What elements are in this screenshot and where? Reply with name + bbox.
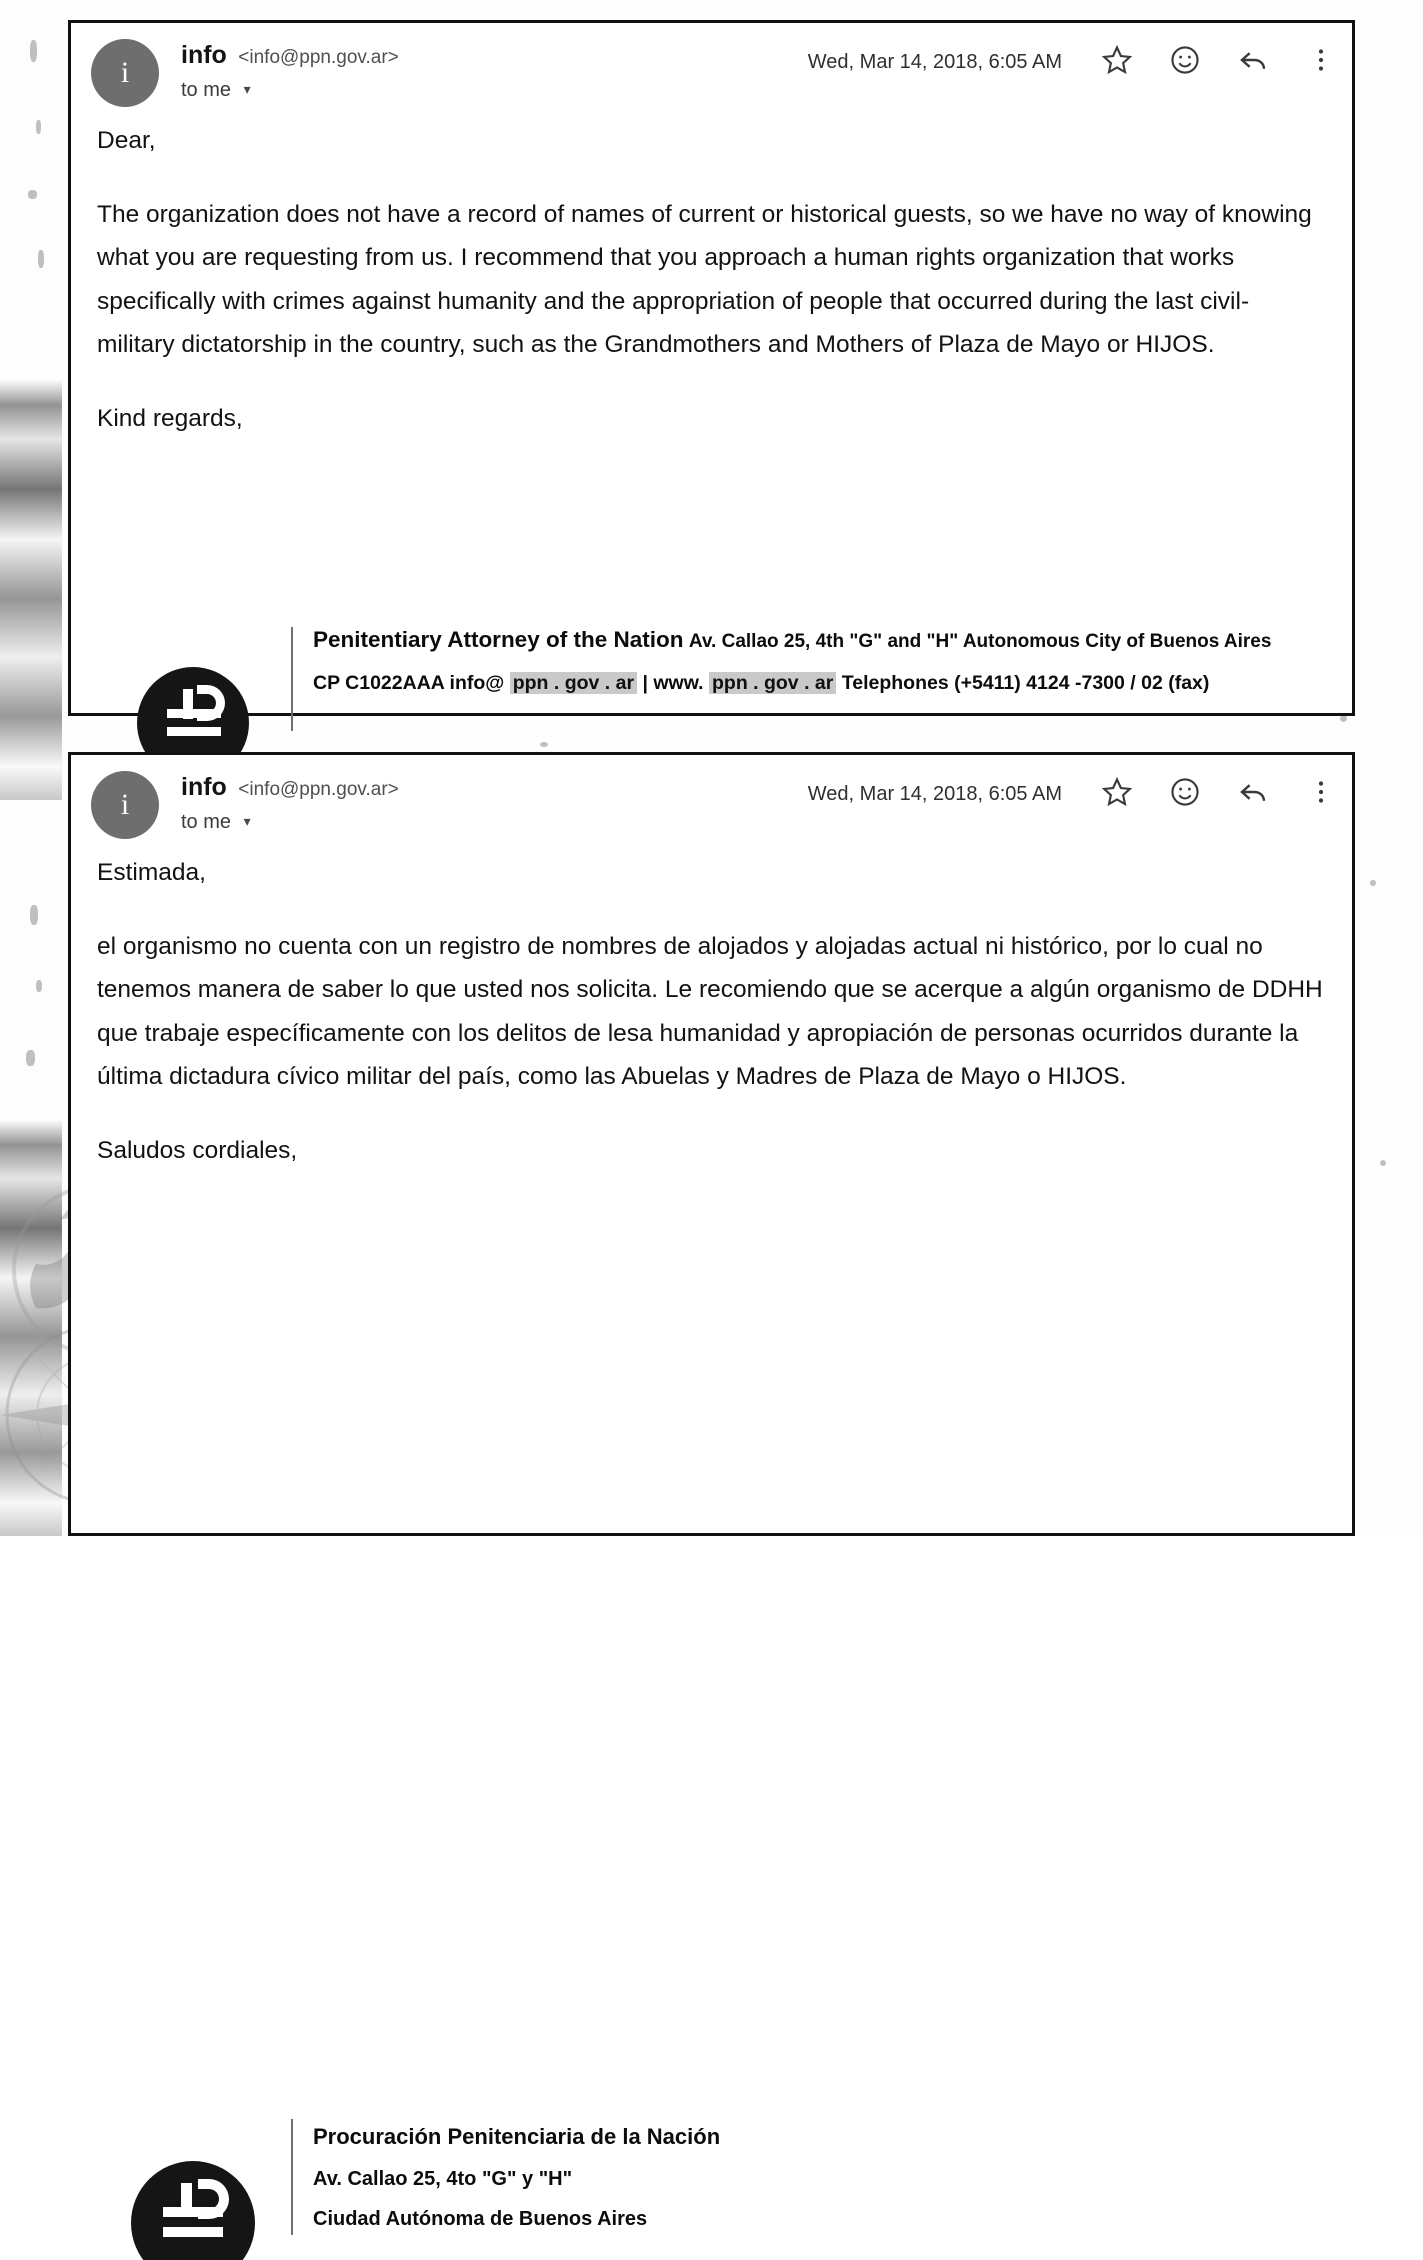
signoff: Saludos cordiales, bbox=[97, 1137, 298, 1165]
more-options-icon[interactable] bbox=[1304, 43, 1338, 77]
signature-redacted-website: ppn . gov . ar bbox=[709, 672, 836, 694]
email-timestamp: Wed, Mar 14, 2018, 6:05 AM bbox=[807, 783, 1062, 805]
email-message-spanish[interactable] bbox=[68, 752, 1355, 2230]
sender-name: info bbox=[181, 773, 227, 801]
signoff: Kind regards, bbox=[97, 405, 243, 433]
scan-speck bbox=[540, 742, 548, 747]
signature-address-line2: Ciudad Autónoma de Buenos Aires bbox=[313, 2208, 648, 2230]
signature-org-title: Penitentiary Attorney of the Nation bbox=[313, 627, 684, 652]
signature-redacted-email: ppn . gov . ar bbox=[510, 672, 637, 694]
email-body-spanish bbox=[71, 851, 1352, 1173]
body-paragraph: el organismo no cuenta con un registro de nombres de alojados y alojadas actual ni histórico, por lo cual no tenemos manera de saber lo que usted nos solicita. Le recomiendo que se acerque a algún organismo de DDHH que trabaje específicamente con los delitos de lesa humanidad y apropiación de personas ocurridos durante la última dictadura cívico militar del país, como las Abuelas y Madres de Plaza de Mayo o HIJOS. bbox=[97, 932, 1323, 1091]
header-actions bbox=[1100, 43, 1338, 77]
smiley-icon[interactable] bbox=[1168, 775, 1202, 809]
reply-icon[interactable] bbox=[1236, 43, 1270, 77]
signature-divider bbox=[291, 627, 293, 731]
star-icon[interactable] bbox=[1100, 43, 1134, 77]
recipient-row[interactable] bbox=[181, 811, 399, 834]
avatar bbox=[91, 39, 159, 107]
scan-speck bbox=[38, 250, 44, 268]
signature-org-title: Procuración Penitenciaria de la Nación bbox=[313, 2124, 721, 2149]
greeting: Estimada, bbox=[97, 859, 206, 886]
scan-speck bbox=[30, 905, 38, 925]
sender-address: <info@ppn.gov.ar> bbox=[238, 47, 399, 68]
smiley-icon[interactable] bbox=[1168, 43, 1202, 77]
more-options-icon[interactable] bbox=[1304, 775, 1338, 809]
scan-speck bbox=[30, 40, 37, 62]
signature-address-line1: Av. Callao 25, 4to "G" y "H" bbox=[313, 2168, 573, 2190]
scan-speck bbox=[1370, 880, 1376, 886]
avatar-letter: i bbox=[120, 788, 130, 821]
ppn-logo bbox=[97, 623, 287, 735]
email-signature-spanish bbox=[97, 2115, 1332, 2239]
recipient-label: to me bbox=[181, 811, 232, 833]
scan-speck bbox=[26, 1050, 35, 1066]
scan-speck bbox=[1380, 1160, 1386, 1166]
email-signature-english bbox=[97, 623, 1332, 735]
signature-divider bbox=[291, 2119, 293, 2235]
chevron-down-icon[interactable]: ▾ bbox=[243, 81, 251, 97]
greeting: Dear, bbox=[97, 127, 156, 154]
signature-contact-middle: | www. bbox=[642, 671, 704, 694]
signature-phone: Telephones (+5411) 4124 -7300 / 02 (fax) bbox=[841, 671, 1210, 694]
scan-artifact-strip-top bbox=[0, 380, 62, 800]
recipient-row[interactable] bbox=[181, 79, 399, 102]
header-actions bbox=[1100, 775, 1338, 809]
chevron-down-icon[interactable]: ▾ bbox=[243, 813, 251, 829]
signature-text-spanish bbox=[313, 2115, 720, 2239]
reply-icon[interactable] bbox=[1236, 775, 1270, 809]
ppn-logo bbox=[97, 2115, 287, 2227]
sender-name: info bbox=[181, 41, 227, 69]
scan-speck bbox=[28, 190, 37, 199]
recipient-label: to me bbox=[181, 79, 232, 101]
sender-address: <info@ppn.gov.ar> bbox=[238, 779, 399, 800]
signature-text-english bbox=[313, 623, 1271, 698]
star-icon[interactable] bbox=[1100, 775, 1134, 809]
email-timestamp: Wed, Mar 14, 2018, 6:05 AM bbox=[807, 51, 1062, 73]
signature-address: Av. Callao 25, 4th "G" and "H" Autonomous City of Buenos Aires bbox=[688, 631, 1272, 652]
signature-contact-prefix: CP C1022AAA info@ bbox=[313, 671, 505, 694]
email-body-english bbox=[71, 119, 1352, 441]
scan-speck bbox=[36, 980, 42, 992]
scan-speck bbox=[1340, 715, 1347, 722]
scan-speck bbox=[36, 120, 41, 134]
email-header bbox=[71, 755, 1352, 851]
body-paragraph: The organization does not have a record of names of current or historical guests, so we have no way of knowing what you are requesting from us. I recommend that you approach a human rights organization that works specifically with crimes against humanity and the appropriation of people that occurred during the last civil-military dictatorship in the country, such as the Grandmothers and Mothers of Plaza de Mayo or HIJOS. bbox=[97, 200, 1312, 359]
sender-block bbox=[181, 41, 399, 102]
avatar bbox=[91, 771, 159, 839]
email-header bbox=[71, 23, 1352, 119]
sender-block bbox=[181, 773, 399, 834]
avatar-letter: i bbox=[120, 56, 130, 89]
email-message-english[interactable] bbox=[68, 20, 1355, 716]
